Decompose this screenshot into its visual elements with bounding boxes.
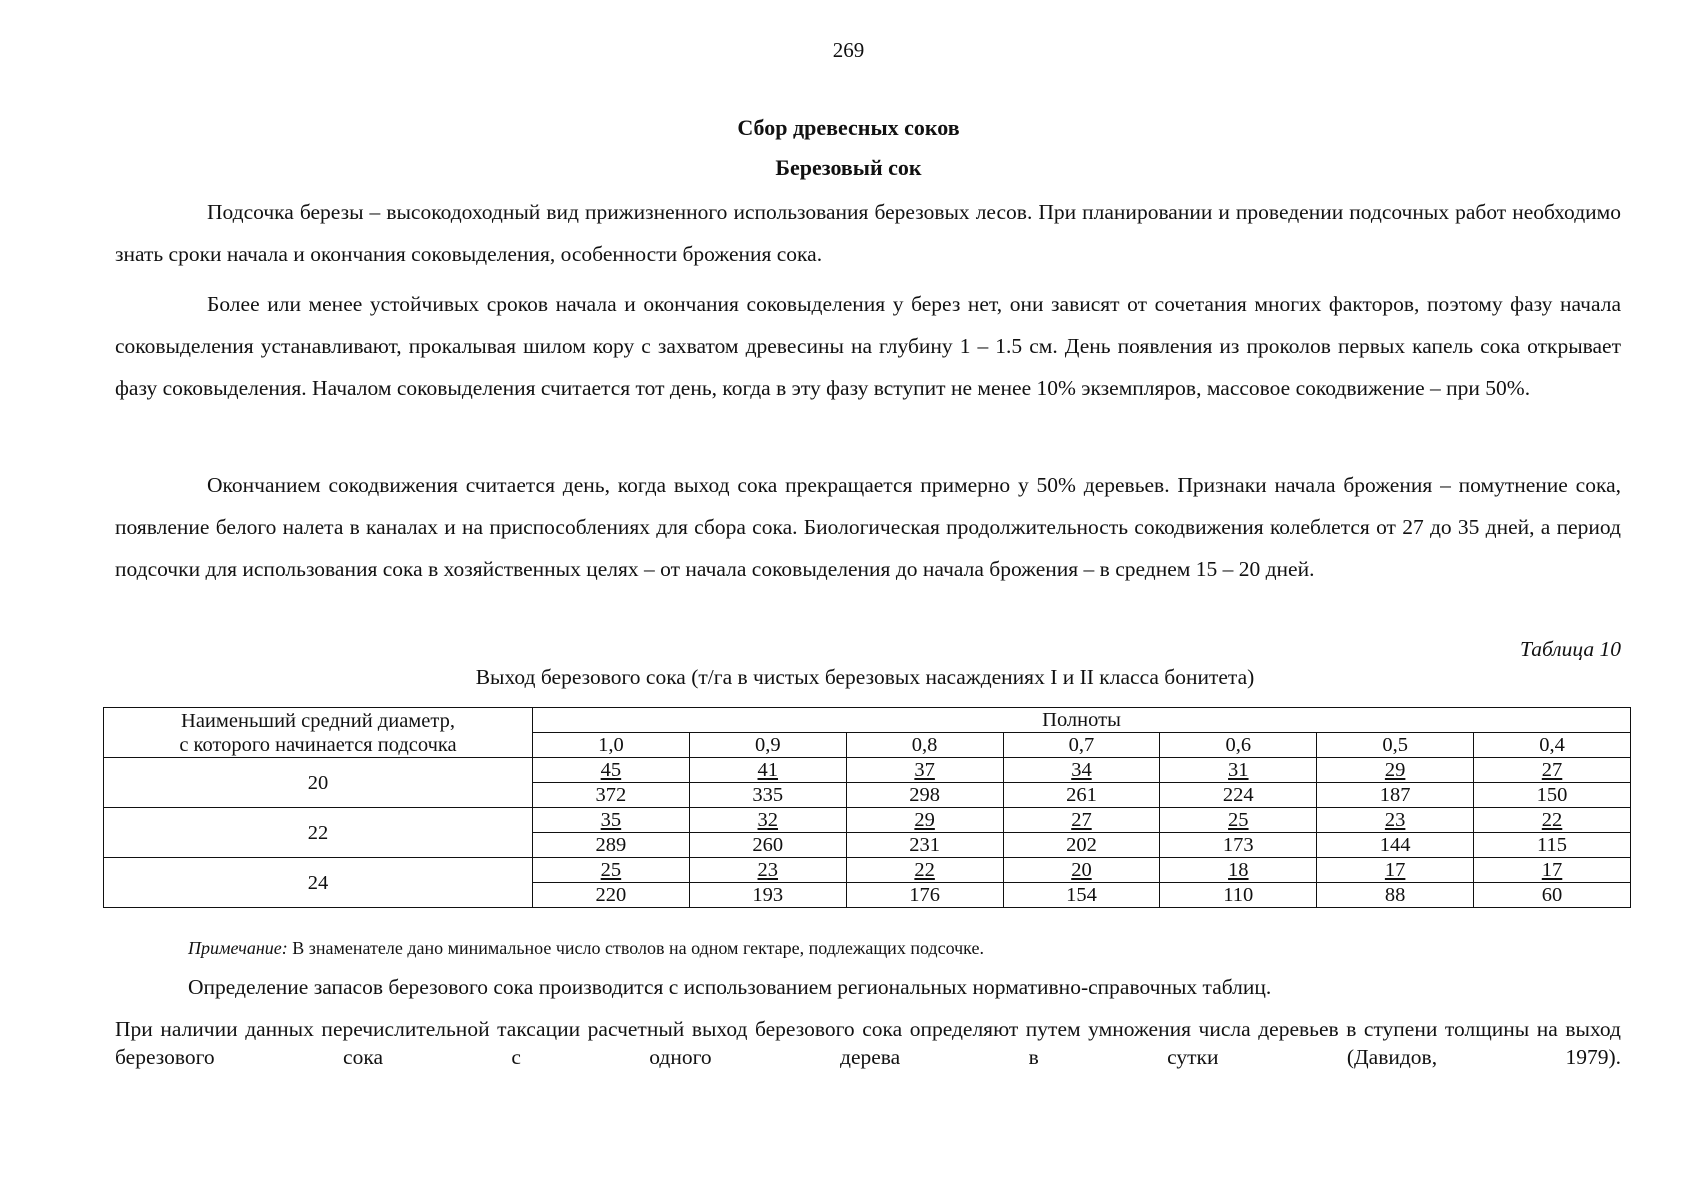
- table-label: Таблица 10: [1520, 637, 1621, 661]
- diameter-header-line2: с которого начинается подсочка: [179, 733, 457, 756]
- yield-cell: [846, 758, 1003, 783]
- yield-cell: [1003, 758, 1160, 783]
- yield-value: 20: [1071, 859, 1092, 881]
- stem-count-cell: 60: [1474, 883, 1631, 908]
- stem-count-cell: 187: [1317, 783, 1474, 808]
- yield-value: 35: [600, 809, 622, 831]
- yield-cell: [689, 758, 846, 783]
- yield-cell: [1160, 808, 1317, 833]
- stem-count-cell: 88: [1317, 883, 1474, 908]
- paragraph-5: При наличии данных перечислительной таксации расчетный выход березового сока определяют путем умножения числа деревьев в ступени толщины на выход березового сока с одного дерева в сутки (Давидов, 1979).: [115, 1017, 1621, 1069]
- sap-yield-table: [103, 707, 1631, 908]
- stem-count-cell: 261: [1003, 783, 1160, 808]
- yield-cell: [1474, 858, 1631, 883]
- yield-value: 25: [1228, 809, 1249, 831]
- stem-count-cell: 372: [533, 783, 690, 808]
- stem-count-cell: 289: [533, 833, 690, 858]
- yield-cell: [846, 858, 1003, 883]
- density-column-header: 1,0: [533, 733, 690, 758]
- paragraph-4: Определение запасов березового сока производится с использованием региональных нормативно-справочных таблиц.: [188, 975, 1272, 999]
- diameter-cell: 20: [104, 758, 533, 808]
- yield-value: 27: [1071, 809, 1092, 831]
- density-column-header: 0,5: [1317, 733, 1474, 758]
- diameter-header-line1: Наименьший средний диаметр,: [181, 709, 455, 732]
- diameter-header: [104, 708, 533, 758]
- stem-count-cell: 144: [1317, 833, 1474, 858]
- yield-cell: [533, 758, 690, 783]
- stem-count-cell: 173: [1160, 833, 1317, 858]
- yield-value: 18: [1228, 859, 1249, 881]
- section-subtitle: Березовый сок: [775, 155, 922, 180]
- yield-value: 22: [1541, 809, 1563, 831]
- yield-value: 17: [1384, 859, 1406, 881]
- table-note: [188, 938, 984, 959]
- page-number: 269: [832, 38, 865, 62]
- density-column-header: 0,9: [689, 733, 846, 758]
- yield-cell: [1474, 758, 1631, 783]
- yield-value: 34: [1071, 759, 1092, 781]
- yield-value: 45: [600, 759, 622, 781]
- yield-cell: [1317, 858, 1474, 883]
- paragraph-1: Подсочка березы – высокодоходный вид прижизненного использования березовых лесов. При планировании и проведении подсочных работ необходимо знать сроки начала и окончания соковыделения, особенности брожения сока.: [115, 200, 1621, 266]
- yield-cell: [533, 858, 690, 883]
- diameter-cell: 24: [104, 858, 533, 908]
- stem-count-cell: 154: [1003, 883, 1160, 908]
- stem-count-cell: 176: [846, 883, 1003, 908]
- yield-value: 31: [1228, 759, 1249, 781]
- stem-count-cell: 231: [846, 833, 1003, 858]
- diameter-cell: 22: [104, 808, 533, 858]
- yield-value: 37: [914, 759, 935, 781]
- paragraph-2: Более или менее устойчивых сроков начала и окончания соковыделения у берез нет, они зависят от сочетания многих факторов, поэтому фазу начала соковыделения устанавливают, прокалывая шилом кору с захватом древесины на глубину 1 – 1.5 см. День появления из проколов первых капель сока открывает фазу соковыделения. Началом соковыделения считается тот день, когда в эту фазу вступит не менее 10% экземпляров, массовое сокодвижение – при 50%.: [115, 292, 1621, 400]
- yield-cell: [1474, 808, 1631, 833]
- stem-count-cell: 110: [1160, 883, 1317, 908]
- stem-count-cell: 115: [1474, 833, 1631, 858]
- yield-value: 22: [914, 859, 935, 881]
- table-row: [104, 808, 1631, 833]
- yield-cell: [1160, 758, 1317, 783]
- paragraph-3: Окончанием сокодвижения считается день, когда выход сока прекращается примерно у 50% деревьев. Признаки начала брожения – помутнение сока, появление белого налета в каналах и на приспособлениях для сбора сока. Биологическая продолжительность сокодвижения колеблется от 27 до 35 дней, а период подсочки для использования сока в хозяйственных целях – от начала соковыделения до начала брожения – в среднем 15 – 20 дней.: [115, 473, 1621, 581]
- density-column-header: 0,8: [846, 733, 1003, 758]
- yield-cell: [1317, 808, 1474, 833]
- table-caption: Выход березового сока (т/га в чистых березовых насаждениях I и II класса бонитета): [475, 665, 1255, 689]
- stem-count-cell: 220: [533, 883, 690, 908]
- yield-cell: [1003, 858, 1160, 883]
- stem-count-cell: 335: [689, 783, 846, 808]
- yield-value: 41: [757, 759, 779, 781]
- table-row: [104, 758, 1631, 783]
- yield-value: 29: [914, 809, 935, 831]
- yield-value: 25: [600, 859, 622, 881]
- yield-cell: [1317, 758, 1474, 783]
- stem-count-cell: 224: [1160, 783, 1317, 808]
- yield-cell: [846, 808, 1003, 833]
- section-title: Сбор древесных соков: [737, 115, 960, 140]
- note-label: Примечание:: [188, 938, 288, 958]
- table-row: [104, 858, 1631, 883]
- yield-cell: [1003, 808, 1160, 833]
- density-column-header: 0,4: [1474, 733, 1631, 758]
- yield-value: 27: [1541, 759, 1563, 781]
- density-column-header: 0,6: [1160, 733, 1317, 758]
- yield-cell: [1160, 858, 1317, 883]
- yield-cell: [689, 858, 846, 883]
- density-group-header: Полноты: [533, 708, 1631, 733]
- yield-value: 23: [757, 859, 779, 881]
- yield-value: 29: [1384, 759, 1406, 781]
- note-text: В знаменателе дано минимальное число стволов на одном гектаре, подлежащих подсочке.: [287, 938, 984, 958]
- density-column-header: 0,7: [1003, 733, 1160, 758]
- yield-value: 32: [757, 809, 779, 831]
- yield-cell: [533, 808, 690, 833]
- yield-cell: [689, 808, 846, 833]
- yield-value: 17: [1541, 859, 1563, 881]
- stem-count-cell: 150: [1474, 783, 1631, 808]
- stem-count-cell: 193: [689, 883, 846, 908]
- stem-count-cell: 298: [846, 783, 1003, 808]
- stem-count-cell: 260: [689, 833, 846, 858]
- table-header-row: [104, 708, 1631, 733]
- stem-count-cell: 202: [1003, 833, 1160, 858]
- yield-value: 23: [1384, 809, 1406, 831]
